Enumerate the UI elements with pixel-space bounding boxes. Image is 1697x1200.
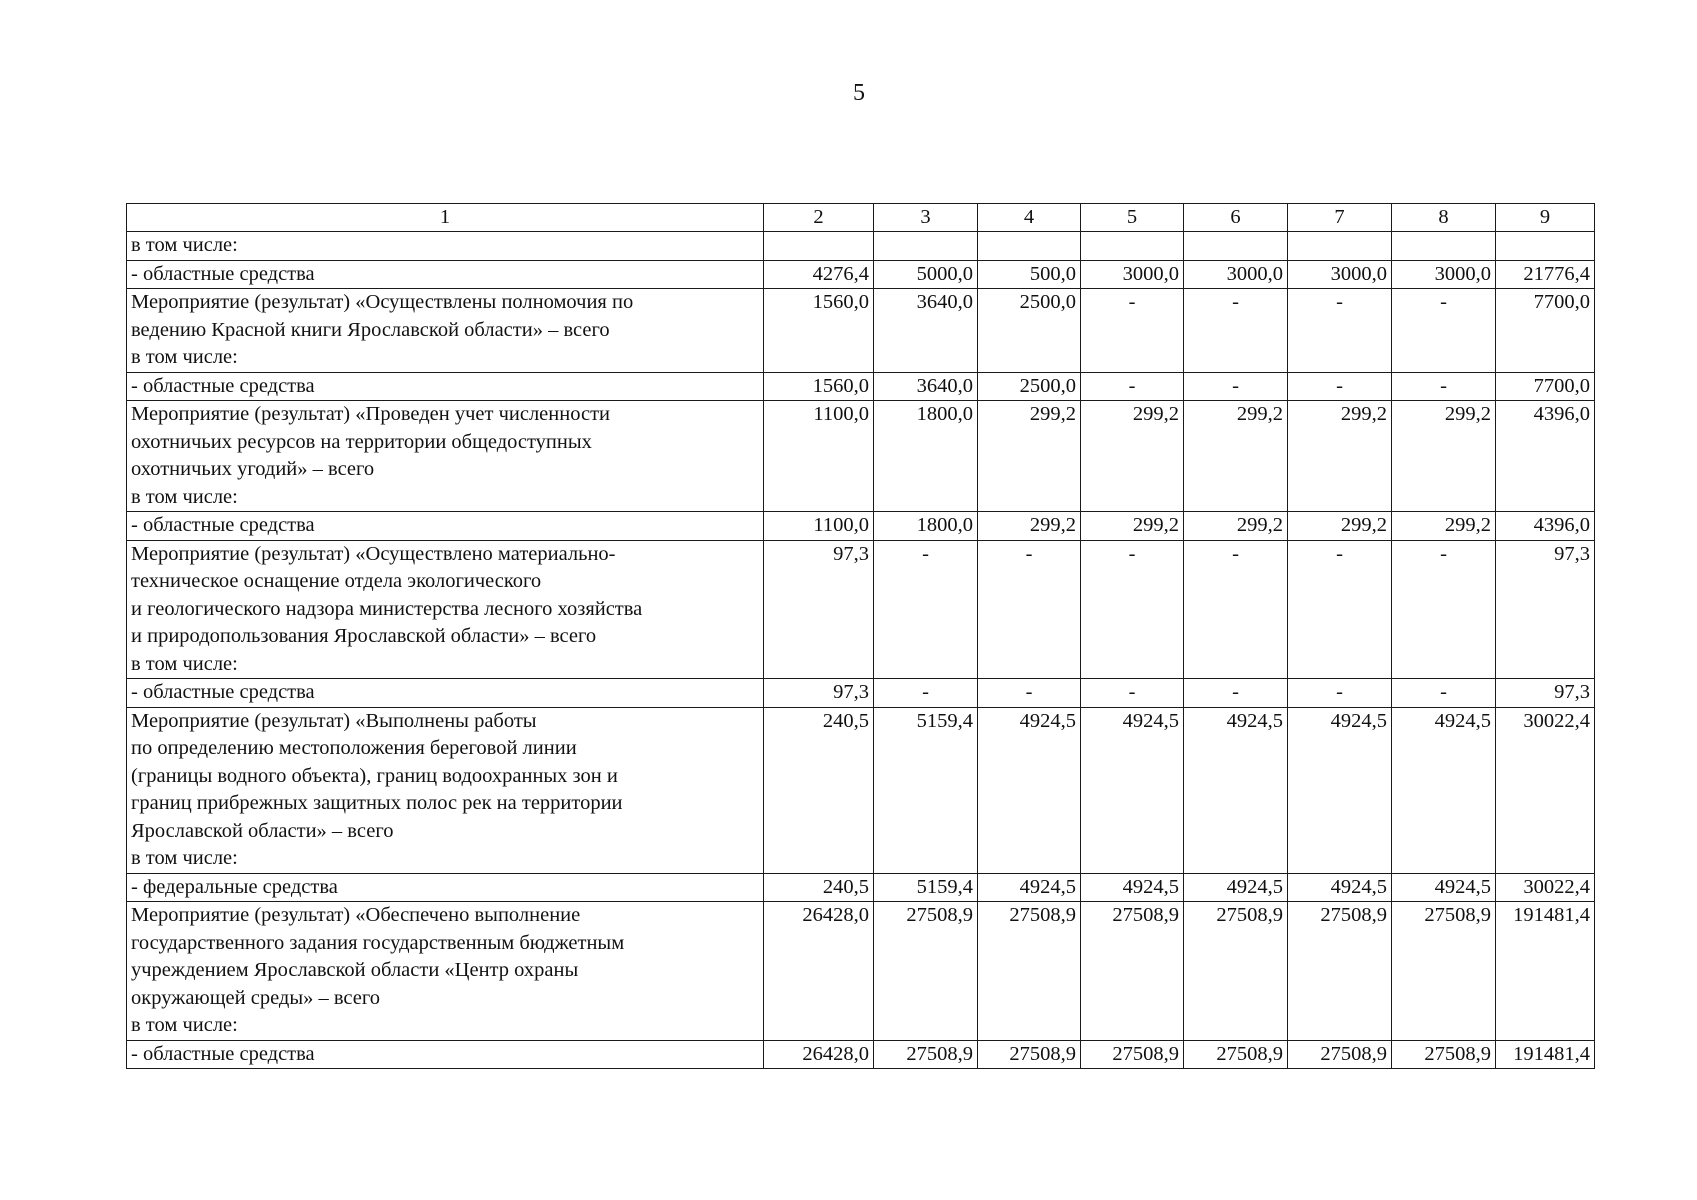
value-cell: 7700,0	[1496, 289, 1595, 373]
value-cell: 4924,5	[1081, 873, 1184, 902]
description-line: государственного задания государственным бюджетным	[131, 931, 625, 954]
value-cell: 191481,4	[1496, 902, 1595, 1041]
value-cell: 27508,9	[1184, 902, 1288, 1041]
description-line: и геологического надзора министерства лесного хозяйства	[131, 597, 643, 620]
value-cell: -	[1288, 372, 1392, 401]
value-cell: -	[874, 679, 978, 708]
row-description	[127, 902, 764, 1041]
value-cell: -	[1184, 289, 1288, 373]
table-row	[127, 873, 1595, 902]
description-line: по определению местоположения береговой линии	[131, 737, 577, 759]
value-cell: 27508,9	[874, 1040, 978, 1069]
value-cell: 1800,0	[874, 401, 978, 512]
value-cell: 299,2	[1288, 401, 1392, 512]
header-cell: 6	[1184, 204, 1288, 232]
value-cell: 4924,5	[1184, 707, 1288, 873]
description-line: и природопользования Ярославской области» – всего	[131, 625, 597, 647]
row-description	[127, 1040, 764, 1069]
description-line: охотничьих ресурсов на территории общедоступных	[131, 430, 592, 453]
value-cell: 27508,9	[1081, 1040, 1184, 1069]
value-cell: 3000,0	[1184, 260, 1288, 289]
value-cell: 7700,0	[1496, 372, 1595, 401]
header-cell: 1	[127, 204, 764, 232]
row-description	[127, 707, 764, 873]
value-cell: -	[1288, 289, 1392, 373]
value-cell: 299,2	[978, 512, 1081, 541]
value-cell	[1392, 232, 1496, 261]
value-cell: -	[1184, 372, 1288, 401]
description-line: окружающей среды» – всего	[131, 986, 381, 1009]
header-cell: 7	[1288, 204, 1392, 232]
value-cell: 3640,0	[874, 372, 978, 401]
value-cell	[978, 232, 1081, 261]
value-cell: 2500,0	[978, 372, 1081, 401]
value-cell: 30022,4	[1496, 707, 1595, 873]
value-cell: 5159,4	[874, 707, 978, 873]
value-cell: 2500,0	[978, 289, 1081, 373]
value-cell: 30022,4	[1496, 873, 1595, 902]
value-cell: -	[1392, 289, 1496, 373]
value-cell: 4396,0	[1496, 401, 1595, 512]
value-cell: -	[1184, 540, 1288, 679]
value-cell: -	[1081, 679, 1184, 708]
value-cell: 4924,5	[978, 873, 1081, 902]
value-cell: 3640,0	[874, 289, 978, 373]
row-description	[127, 679, 764, 708]
value-cell: 4924,5	[1392, 873, 1496, 902]
description-line: Мероприятие (результат) «Осуществлены полномочия по	[131, 291, 634, 313]
value-cell	[1496, 232, 1595, 261]
value-cell: 97,3	[1496, 679, 1595, 708]
value-cell: -	[1081, 540, 1184, 679]
value-cell: 97,3	[764, 679, 874, 708]
value-cell: 4924,5	[1392, 707, 1496, 873]
value-cell: 299,2	[978, 401, 1081, 512]
row-description	[127, 289, 764, 373]
value-cell: -	[1081, 372, 1184, 401]
value-cell: 299,2	[1184, 401, 1288, 512]
value-cell: 1800,0	[874, 512, 978, 541]
table-row	[127, 512, 1595, 541]
row-description	[127, 232, 764, 261]
table-row	[127, 902, 1595, 1041]
description-line: Мероприятие (результат) «Осуществлено материально-	[131, 542, 616, 565]
row-description	[127, 260, 764, 289]
header-cell: 3	[874, 204, 978, 232]
budget-table	[126, 203, 1595, 1069]
value-cell: 240,5	[764, 873, 874, 902]
description-line: - областные средства	[131, 374, 315, 397]
value-cell: 1100,0	[764, 512, 874, 541]
description-line: техническое оснащение отдела экологического	[131, 570, 542, 592]
value-cell: 4924,5	[1288, 873, 1392, 902]
row-description	[127, 540, 764, 679]
value-cell: 1100,0	[764, 401, 874, 512]
description-line: в том числе:	[131, 485, 238, 508]
description-line: Ярославской области» – всего	[131, 819, 394, 842]
value-cell: 4396,0	[1496, 512, 1595, 541]
value-cell: -	[978, 679, 1081, 708]
value-cell: -	[1081, 289, 1184, 373]
value-cell: 3000,0	[1288, 260, 1392, 289]
value-cell: 27508,9	[1392, 1040, 1496, 1069]
value-cell: 1560,0	[764, 289, 874, 373]
header-cell: 8	[1392, 204, 1496, 232]
description-line: учреждением Ярославской области «Центр охраны	[131, 959, 579, 981]
description-line: Мероприятие (результат) «Выполнены работы	[131, 709, 537, 732]
value-cell: 3000,0	[1081, 260, 1184, 289]
value-cell: 97,3	[1496, 540, 1595, 679]
value-cell: 4924,5	[1081, 707, 1184, 873]
value-cell: 27508,9	[874, 902, 978, 1041]
description-line: Мероприятие (результат) «Обеспечено выполнение	[131, 904, 581, 926]
page-number: 5	[853, 80, 865, 106]
description-line: - федеральные средства	[131, 875, 338, 898]
value-cell: -	[1288, 540, 1392, 679]
value-cell: -	[1392, 540, 1496, 679]
value-cell: 4924,5	[978, 707, 1081, 873]
table-row	[127, 540, 1595, 679]
value-cell: 299,2	[1184, 512, 1288, 541]
description-line: - областные средства	[131, 514, 315, 536]
value-cell: 299,2	[1392, 401, 1496, 512]
header-cell: 2	[764, 204, 874, 232]
header-row	[127, 204, 1595, 232]
description-line: ведению Красной книги Ярославской области» – всего	[131, 318, 610, 341]
value-cell	[1081, 232, 1184, 261]
description-line: охотничьих угодий» – всего	[131, 458, 375, 480]
value-cell: 4924,5	[1184, 873, 1288, 902]
description-line: в том числе:	[131, 847, 238, 869]
value-cell: 27508,9	[1081, 902, 1184, 1041]
value-cell: 5159,4	[874, 873, 978, 902]
table-row	[127, 707, 1595, 873]
table-row	[127, 289, 1595, 373]
table-row	[127, 372, 1595, 401]
value-cell: 27508,9	[1392, 902, 1496, 1041]
value-cell: 299,2	[1288, 512, 1392, 541]
table-row	[127, 1040, 1595, 1069]
value-cell: 26428,0	[764, 902, 874, 1041]
row-description	[127, 512, 764, 541]
value-cell	[874, 232, 978, 261]
value-cell: 27508,9	[1184, 1040, 1288, 1069]
value-cell: -	[874, 540, 978, 679]
value-cell	[1184, 232, 1288, 261]
table-row	[127, 232, 1595, 261]
value-cell: 191481,4	[1496, 1040, 1595, 1069]
table-row	[127, 401, 1595, 512]
value-cell: -	[1184, 679, 1288, 708]
value-cell: 26428,0	[764, 1040, 874, 1069]
value-cell: 5000,0	[874, 260, 978, 289]
description-line: границ прибрежных защитных полос рек на территории	[131, 792, 623, 814]
value-cell: -	[1392, 679, 1496, 708]
table-row	[127, 679, 1595, 708]
header-cell: 4	[978, 204, 1081, 232]
description-line: в том числе:	[131, 234, 238, 256]
header-cell: 5	[1081, 204, 1184, 232]
header-cell: 9	[1496, 204, 1595, 232]
description-line: - областные средства	[131, 1042, 315, 1065]
value-cell	[764, 232, 874, 261]
value-cell: 299,2	[1392, 512, 1496, 541]
value-cell: -	[978, 540, 1081, 679]
value-cell: 500,0	[978, 260, 1081, 289]
value-cell: -	[1288, 679, 1392, 708]
value-cell: 299,2	[1081, 512, 1184, 541]
description-line: в том числе:	[131, 1014, 238, 1036]
description-line: - областные средства	[131, 681, 315, 703]
value-cell: 1560,0	[764, 372, 874, 401]
row-description	[127, 401, 764, 512]
description-line: в том числе:	[131, 652, 238, 675]
value-cell: 3000,0	[1392, 260, 1496, 289]
value-cell: 27508,9	[978, 1040, 1081, 1069]
value-cell: 27508,9	[978, 902, 1081, 1041]
description-line: (границы водного объекта), границ водоохранных зон и	[131, 764, 618, 787]
value-cell: 27508,9	[1288, 1040, 1392, 1069]
value-cell: 240,5	[764, 707, 874, 873]
description-line: - областные средства	[131, 262, 315, 285]
description-line: в том числе:	[131, 346, 238, 368]
description-line: Мероприятие (результат) «Проведен учет численности	[131, 403, 611, 425]
value-cell: 97,3	[764, 540, 874, 679]
table-row	[127, 260, 1595, 289]
value-cell: 4924,5	[1288, 707, 1392, 873]
value-cell	[1288, 232, 1392, 261]
value-cell: 4276,4	[764, 260, 874, 289]
value-cell: 27508,9	[1288, 902, 1392, 1041]
value-cell: 21776,4	[1496, 260, 1595, 289]
value-cell: 299,2	[1081, 401, 1184, 512]
value-cell: -	[1392, 372, 1496, 401]
row-description	[127, 372, 764, 401]
row-description	[127, 873, 764, 902]
